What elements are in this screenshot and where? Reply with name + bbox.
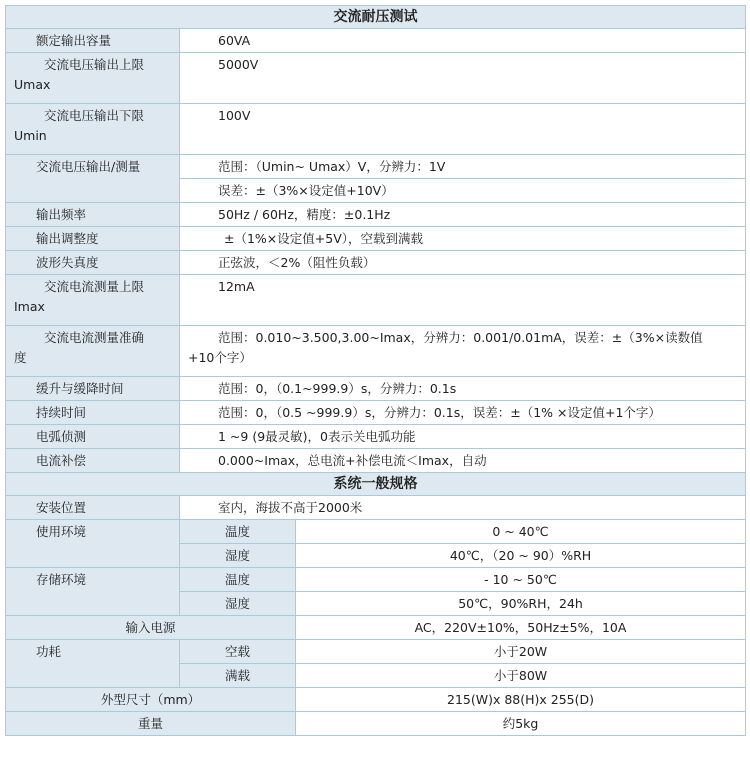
row-rated-capacity xyxy=(6,29,746,53)
label-voltage-measure: 交流电压输出/测量 xyxy=(6,155,180,203)
label-arc-detect: 电弧侦测 xyxy=(6,425,180,449)
label-umax-line2: Umax xyxy=(14,77,51,92)
label-duration: 持续时间 xyxy=(6,401,180,425)
row-consumption-idle xyxy=(6,640,746,664)
row-dimensions xyxy=(6,688,746,712)
value-install-location: 室内，海拔不高于2000米 xyxy=(180,496,746,520)
label-umin-line2: Umin xyxy=(14,128,47,143)
value-frequency: 50Hz / 60Hz，精度：±0.1Hz xyxy=(180,203,746,227)
label-frequency: 输出频率 xyxy=(6,203,180,227)
value-umax: 5000V xyxy=(180,53,746,104)
value-current-accuracy-line2: +10个字） xyxy=(188,350,252,365)
row-arc-detect xyxy=(6,425,746,449)
row-ramp-time xyxy=(6,377,746,401)
label-storage-temp: 温度 xyxy=(180,568,296,592)
value-duration: 范围：0，（0.5 ~999.9）s，分辨力：0.1s，误差：±（1% ×设定值+1个字） xyxy=(180,401,746,425)
spec-table xyxy=(5,5,746,736)
row-voltage-measure-range xyxy=(6,155,746,179)
value-dimensions: 215(W)x 88(H)x 255(D) xyxy=(296,688,746,712)
value-rated-capacity: 60VA xyxy=(180,29,746,53)
value-storage-humidity: 50℃，90%RH，24h xyxy=(296,592,746,616)
value-voltage-range: 范围：（Umin~ Umax）V，分辨力：1V xyxy=(180,155,746,179)
row-frequency xyxy=(6,203,746,227)
value-umin: 100V xyxy=(180,104,746,155)
value-current-accuracy-line1: 范围：0.010~3.500,3.00~Imax，分辨力：0.001/0.01mA，误差：±（3%×读数值 xyxy=(218,330,703,345)
row-current-accuracy xyxy=(6,326,746,377)
label-umax xyxy=(6,53,180,104)
value-distortion: 正弦波，＜2%（阻性负载） xyxy=(180,251,746,275)
value-consumption-idle: 小于20W xyxy=(296,640,746,664)
value-input-power: AC，220V±10%，50Hz±5%，10A xyxy=(296,616,746,640)
row-umin xyxy=(6,104,746,155)
label-input-power: 输入电源 xyxy=(6,616,296,640)
label-imax xyxy=(6,275,180,326)
value-consumption-full: 小于80W xyxy=(296,664,746,688)
value-current-compensation: 0.000~Imax，总电流+补偿电流＜Imax，自动 xyxy=(180,449,746,473)
label-imax-line2: Imax xyxy=(14,299,45,314)
row-imax xyxy=(6,275,746,326)
label-operating-humidity: 湿度 xyxy=(180,544,296,568)
row-current-compensation xyxy=(6,449,746,473)
row-umax xyxy=(6,53,746,104)
label-imax-line1: 交流电流测量上限 xyxy=(44,279,145,294)
value-weight: 约5kg xyxy=(296,712,746,736)
row-regulation xyxy=(6,227,746,251)
label-current-accuracy-line2: 度 xyxy=(14,350,27,365)
section-header-general xyxy=(6,473,746,496)
label-current-accuracy xyxy=(6,326,180,377)
value-operating-temp: 0 ~ 40℃ xyxy=(296,520,746,544)
label-current-accuracy-line1: 交流电流测量准确 xyxy=(44,330,145,345)
value-ramp-time: 范围：0，（0.1~999.9）s，分辨力：0.1s xyxy=(180,377,746,401)
section-title-ac-test: 交流耐压测试 xyxy=(6,6,746,29)
row-duration xyxy=(6,401,746,425)
label-operating-env: 使用环境 xyxy=(6,520,180,568)
value-storage-temp: - 10 ~ 50℃ xyxy=(296,568,746,592)
row-operating-temp xyxy=(6,520,746,544)
label-dimensions: 外型尺寸（mm） xyxy=(6,688,296,712)
label-install-location: 安装位置 xyxy=(6,496,180,520)
label-ramp-time: 缓升与缓降时间 xyxy=(6,377,180,401)
label-current-compensation: 电流补偿 xyxy=(6,449,180,473)
value-regulation: ±（1%×设定值+5V），空载到满载 xyxy=(180,227,746,251)
row-input-power xyxy=(6,616,746,640)
label-rated-capacity: 额定输出容量 xyxy=(6,29,180,53)
value-arc-detect: 1 ~9 (9最灵敏)，0表示关电弧功能 xyxy=(180,425,746,449)
label-weight: 重量 xyxy=(6,712,296,736)
label-storage-env: 存储环境 xyxy=(6,568,180,616)
section-title-general: 系统一般规格 xyxy=(6,473,746,496)
row-distortion xyxy=(6,251,746,275)
value-operating-humidity: 40℃，（20 ~ 90）%RH xyxy=(296,544,746,568)
label-consumption-full: 满载 xyxy=(180,664,296,688)
value-current-accuracy xyxy=(180,326,746,377)
row-weight xyxy=(6,712,746,736)
value-imax: 12mA xyxy=(180,275,746,326)
section-header-ac-test xyxy=(6,6,746,29)
label-operating-temp: 温度 xyxy=(180,520,296,544)
row-storage-temp xyxy=(6,568,746,592)
label-distortion: 波形失真度 xyxy=(6,251,180,275)
label-storage-humidity: 湿度 xyxy=(180,592,296,616)
row-install-location xyxy=(6,496,746,520)
label-consumption-idle: 空载 xyxy=(180,640,296,664)
label-regulation: 输出调整度 xyxy=(6,227,180,251)
label-umin-line1: 交流电压输出下限 xyxy=(44,108,145,123)
value-voltage-error: 误差：±（3%×设定值+10V） xyxy=(180,179,746,203)
label-consumption: 功耗 xyxy=(6,640,180,688)
label-umin xyxy=(6,104,180,155)
label-umax-line1: 交流电压输出上限 xyxy=(44,57,145,72)
